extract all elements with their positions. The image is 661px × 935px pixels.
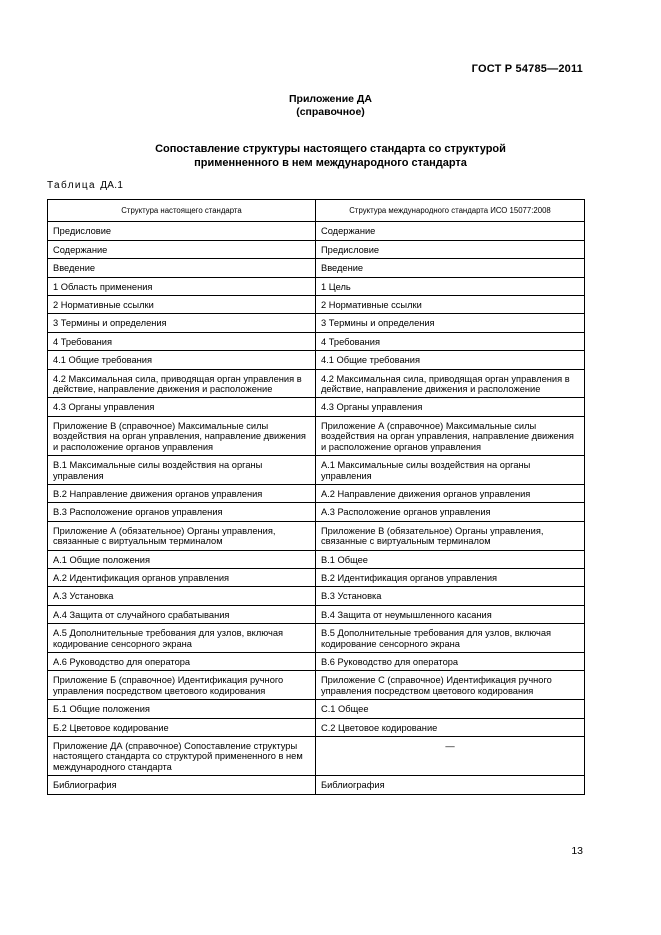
section-heading (0, 142, 661, 170)
cell-international-structure: 1 Цель (316, 277, 585, 295)
table-row (48, 259, 585, 277)
document-code: ГОСТ Р 54785—2011 (471, 63, 583, 75)
table-caption-number: ДА.1 (100, 180, 124, 191)
cell-international-structure: 3 Термины и определения (316, 314, 585, 332)
table-row (48, 550, 585, 568)
cell-national-structure: А.3 Установка (48, 587, 316, 605)
cell-international-structure: Введение (316, 259, 585, 277)
table-row (48, 700, 585, 718)
annex-title: Приложение ДА (289, 93, 372, 105)
cell-international-structure: Приложение В (обязательное) Органы управления, связанные с виртуальным терминалом (316, 521, 585, 550)
table-row (48, 296, 585, 314)
cell-national-structure: А.1 Общие положения (48, 550, 316, 568)
cell-international-structure: — (316, 737, 585, 776)
cell-international-structure: С.2 Цветовое кодирование (316, 718, 585, 736)
cell-international-structure: В.6 Руководство для оператора (316, 652, 585, 670)
cell-international-structure: Предисловие (316, 240, 585, 258)
cell-national-structure: А.5 Дополнительные требования для узлов, включая кодирование сенсорного экрана (48, 624, 316, 653)
table-row (48, 222, 585, 240)
cell-international-structure: В.5 Дополнительные требования для узлов, включая кодирование сенсорного экрана (316, 624, 585, 653)
table-row (48, 416, 585, 455)
table-caption (47, 180, 123, 191)
annex-kind: (справочное) (296, 106, 365, 118)
cell-international-structure: Приложение С (справочное) Идентификация ручного управления посредством цветового кодирования (316, 671, 585, 700)
cell-international-structure: 4.2 Максимальная сила, приводящая орган управления в действие, направление движения и расположение (316, 369, 585, 398)
table-row (48, 568, 585, 586)
table-row (48, 671, 585, 700)
column-header-international: Структура международного стандарта ИСО 15077:2008 (316, 200, 585, 222)
cell-international-structure: В.2 Идентификация органов управления (316, 568, 585, 586)
cell-national-structure: В.3 Расположение органов управления (48, 503, 316, 521)
table-row (48, 332, 585, 350)
cell-national-structure: В.1 Максимальные силы воздействия на органы управления (48, 456, 316, 485)
cell-international-structure: Содержание (316, 222, 585, 240)
cell-national-structure: Содержание (48, 240, 316, 258)
cell-national-structure: 4.1 Общие требования (48, 351, 316, 369)
cell-international-structure: А.1 Максимальные силы воздействия на органы управления (316, 456, 585, 485)
table-row (48, 369, 585, 398)
table-row (48, 240, 585, 258)
annex-block (0, 93, 661, 119)
cell-international-structure: 2 Нормативные ссылки (316, 296, 585, 314)
cell-national-structure: А.2 Идентификация органов управления (48, 568, 316, 586)
heading-line-2: применненного в нем международного стандарта (194, 157, 467, 169)
table-row (48, 776, 585, 794)
table-row (48, 503, 585, 521)
table-row (48, 652, 585, 670)
cell-international-structure: Библиография (316, 776, 585, 794)
cell-national-structure: Приложение Б (справочное) Идентификация ручного управления посредством цветового кодирования (48, 671, 316, 700)
cell-international-structure: 4 Требования (316, 332, 585, 350)
cell-national-structure: А.4 Защита от случайного срабатывания (48, 605, 316, 623)
cell-national-structure: Б.2 Цветовое кодирование (48, 718, 316, 736)
cell-international-structure: В.4 Защита от неумышленного касания (316, 605, 585, 623)
table-row (48, 718, 585, 736)
table-row (48, 456, 585, 485)
table-row (48, 351, 585, 369)
cell-national-structure: Библиография (48, 776, 316, 794)
table-body (48, 222, 585, 794)
cell-national-structure: Приложение ДА (справочное) Сопоставление структуры настоящего стандарта со структурой примененного в нем международного стандарта (48, 737, 316, 776)
heading-line-1: Сопоставление структуры настоящего стандарта со структурой (155, 143, 506, 155)
cell-national-structure: 1 Область применения (48, 277, 316, 295)
cell-national-structure: А.6 Руководство для оператора (48, 652, 316, 670)
comparison-table (47, 199, 585, 795)
cell-international-structure: 4.3 Органы управления (316, 398, 585, 416)
cell-national-structure: Б.1 Общие положения (48, 700, 316, 718)
table-header-row (48, 200, 585, 222)
cell-international-structure: 4.1 Общие требования (316, 351, 585, 369)
cell-international-structure: А.3 Расположение органов управления (316, 503, 585, 521)
cell-national-structure: 4 Требования (48, 332, 316, 350)
cell-national-structure: 4.2 Максимальная сила, приводящая орган управления в действие, направление движения и расположение (48, 369, 316, 398)
cell-national-structure: Введение (48, 259, 316, 277)
cell-national-structure: В.2 Направление движения органов управления (48, 484, 316, 502)
table-row (48, 737, 585, 776)
cell-national-structure: Приложение В (справочное) Максимальные силы воздействия на орган управления, направление движения и расположение органов управления (48, 416, 316, 455)
cell-international-structure: В.3 Установка (316, 587, 585, 605)
table-row (48, 587, 585, 605)
table-row (48, 398, 585, 416)
table-caption-word: Таблица (47, 180, 97, 191)
cell-national-structure: 3 Термины и определения (48, 314, 316, 332)
table-row (48, 484, 585, 502)
page-number: 13 (571, 845, 583, 857)
table-row (48, 624, 585, 653)
cell-international-structure: В.1 Общее (316, 550, 585, 568)
cell-international-structure: А.2 Направление движения органов управления (316, 484, 585, 502)
column-header-national: Структура настоящего стандарта (48, 200, 316, 222)
cell-national-structure: 2 Нормативные ссылки (48, 296, 316, 314)
cell-international-structure: С.1 Общее (316, 700, 585, 718)
cell-national-structure: Предисловие (48, 222, 316, 240)
cell-international-structure: Приложение А (справочное) Максимальные силы воздействия на орган управления, направление движения и расположение органов управления (316, 416, 585, 455)
cell-national-structure: 4.3 Органы управления (48, 398, 316, 416)
table-row (48, 521, 585, 550)
cell-national-structure: Приложение А (обязательное) Органы управления, связанные с виртуальным терминалом (48, 521, 316, 550)
table-row (48, 314, 585, 332)
table-row (48, 277, 585, 295)
table-row (48, 605, 585, 623)
